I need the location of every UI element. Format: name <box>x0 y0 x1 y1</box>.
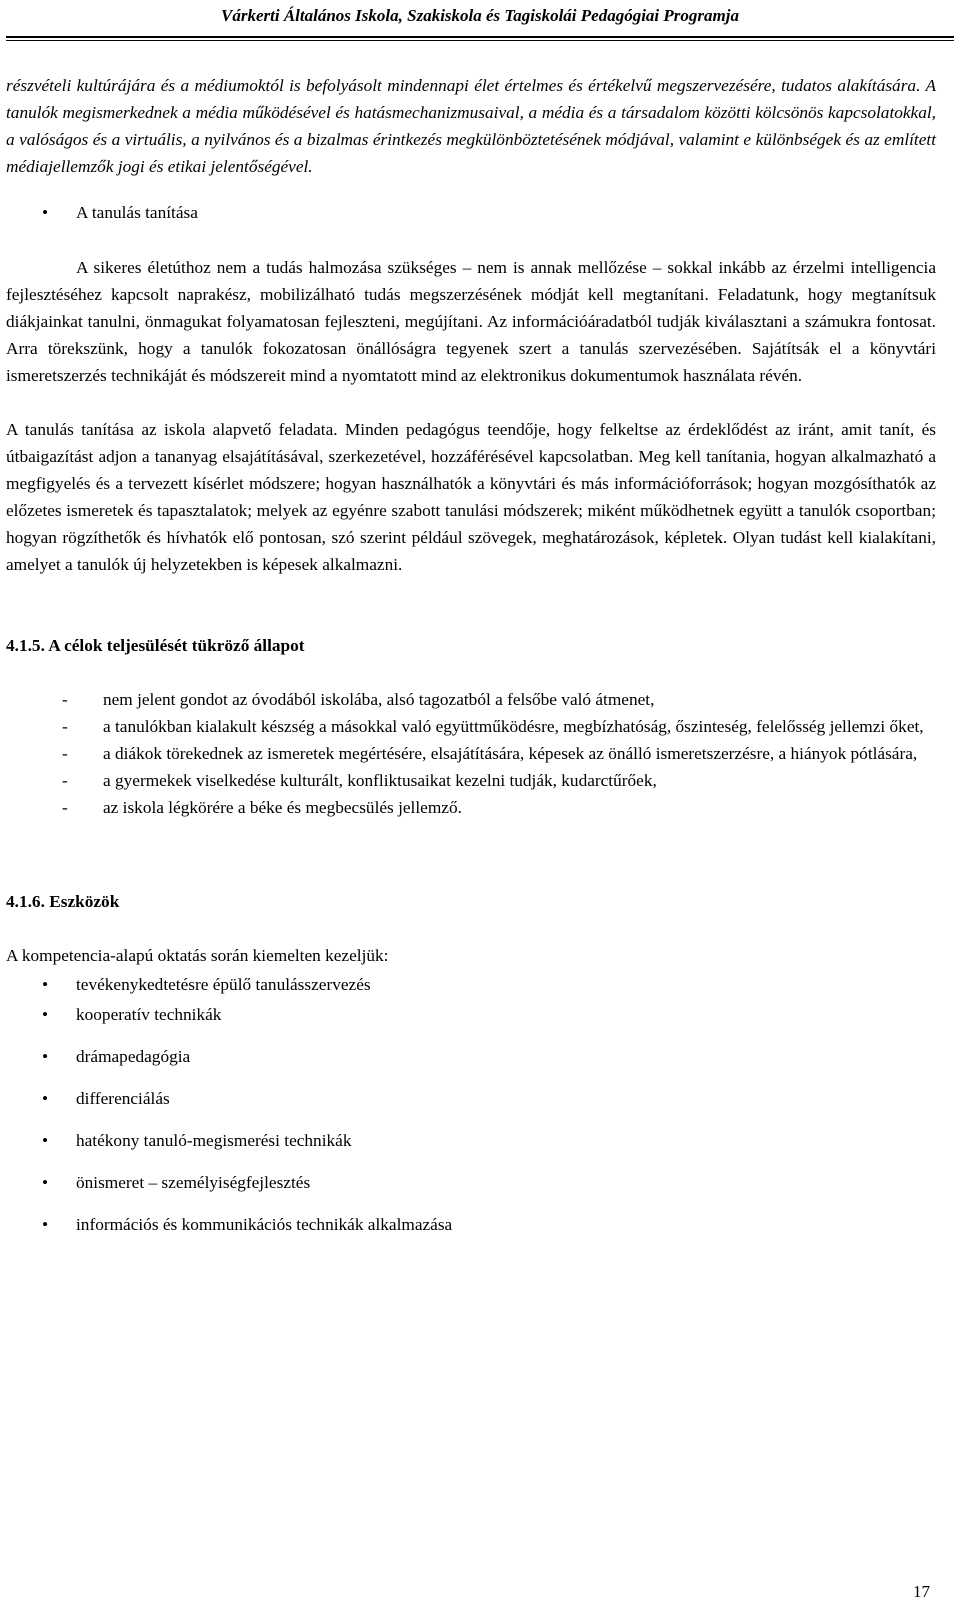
list-item: • önismeret – személyiségfejlesztés <box>42 1173 311 1192</box>
header-rule-thin <box>6 40 954 41</box>
list-item: - az iskola légkörére a béke és megbecsülés jellemző. <box>62 798 462 817</box>
learning-bullet-heading <box>6 199 936 226</box>
list-item: • hatékony tanuló-megismerési technikák <box>42 1131 352 1150</box>
list-item: - a diákok törekednek az ismeretek megértésére, elsajátítására, képesek az önálló ismeretszerzésre, a hiányok pótlására, <box>62 744 918 763</box>
section-416-title: 4.1.6. Eszközök <box>6 892 120 911</box>
header-rule <box>6 36 954 38</box>
document-body <box>6 72 936 1238</box>
list-item: • kooperatív technikák <box>42 1005 222 1024</box>
list-item: • információs és kommunikációs technikák alkalmazása <box>42 1215 453 1234</box>
section-416-intro: A kompetencia-alapú oktatás során kiemelten kezeljük: <box>6 946 389 965</box>
learning-heading-text: A tanulás tanítása <box>76 203 198 222</box>
intro-paragraph: részvételi kultúrájára és a médiumoktól is befolyásolt mindennapi élet értelmes és értékelvű megszervezésére, tudatos alakítására. A tanulók megismerkednek a média működésével és hatásmechanizmusaival, a média és a társadalom közötti kölcsönös kapcsolatokkal, a valóságos és a virtuális, a nyilvános és a bizalmas érintkezés megkülönböztetésének módjával, valamint e különbségek és az említett médiajellemzők jogi és etikai jelentőségével. <box>6 76 936 176</box>
list-item: - a tanulókban kialakult készség a másokkal való együttműködésre, megbízhatóság, őszinteség, felelősség jellemzi őket, <box>62 717 924 736</box>
section-415-list <box>6 686 936 821</box>
bullet-dot-icon: • <box>42 203 49 222</box>
section-416-list <box>6 971 936 1238</box>
list-item: - nem jelent gondot az óvodából iskolába, alsó tagozatból a felsőbe való átmenet, <box>62 690 655 709</box>
list-item: • differenciálás <box>42 1089 170 1108</box>
learning-paragraph-2: A tanulás tanítása az iskola alapvető feladata. Minden pedagógus teendője, hogy felkeltse az érdeklődést az iránt, amit tanít, és útbaigazítást adjon a tananyag elsajátításával, szerkezetével, hozzáférésével kapcsolatban. Meg kell tanítania, hogyan alkalmazható a megfigyelés és a tervezett kísérlet módszere; hogyan használhatók a könyvtári és más információforrások; hogyan mozgósíthatók az előzetes ismeretek és tapasztalatok; melyek az egyénre szabott tanulási módszerek; miként működhetnek együtt a tanulók csoportban; hogyan rögzíthetők és hívhatók elő pontosan, szó szerint például szövegek, meghatározások, képletek. Olyan tudást kell kialakítani, amelyet a tanulók új helyzetekben is képesek alkalmazni. <box>6 420 936 574</box>
page-number: 17 <box>913 1582 930 1601</box>
learning-paragraph-1: A sikeres életúthoz nem a tudás halmozása szükséges – nem is annak mellőzése – sokkal inkább az érzelmi intelligencia fejlesztéséhez kapcsolt naprakész, mobilizálható tudás megszerzésének módját kell megtanítani. Feladatunk, hogy megtanítsuk diákjainkat tanulni, önmagukat folyamatosan fejleszteni, megújítani. Az információáradatból tudják kiválasztani a számukra fontosat. Arra törekszünk, hogy a tanulók fokozatosan önállóságra tegyenek szert a tanulás szervezésében. Sajátítsák el a könyvtári ismeretszerzés technikáját és módszereit mind a nyomtatott mind az elektronikus dokumentumok használata révén. <box>6 258 936 385</box>
list-item: - a gyermekek viselkedése kulturált, konfliktusaikat kezelni tudják, kudarctűrőek, <box>62 771 657 790</box>
section-415-title: 4.1.5. A célok teljesülését tükröző állapot <box>6 636 305 655</box>
list-item: • tevékenykedtetésre épülő tanulásszervezés <box>42 975 371 994</box>
running-header: Várkerti Általános Iskola, Szakiskola és Tagiskolái Pedagógiai Programja <box>221 6 739 25</box>
list-item: • drámapedagógia <box>42 1047 191 1066</box>
